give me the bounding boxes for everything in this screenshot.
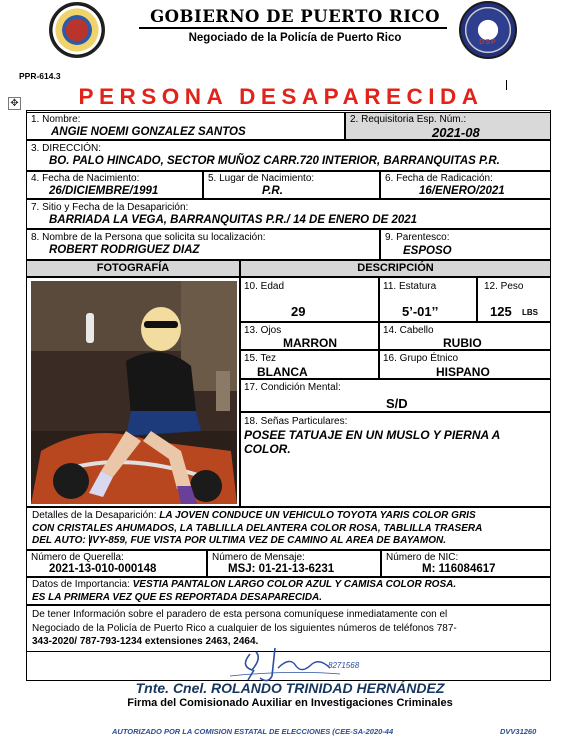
nombre-label: 1. Nombre:	[31, 114, 81, 125]
government-subtitle: Negociado de la Policía de Puerto Rico	[188, 32, 402, 44]
field-senas	[240, 412, 551, 507]
field-requisitoria	[345, 112, 551, 140]
nic-label: Número de NIC:	[386, 552, 459, 563]
mensaje-value: MSJ: 01-21-13-6231	[228, 563, 335, 575]
footer-code: DVV31260	[500, 727, 537, 736]
importancia-line2: ES LA PRIMERA VEZ QUE ES REPORTADA DESAPARECIDA.	[32, 591, 323, 603]
requisitoria-value: 2021-08	[432, 125, 480, 140]
detalles-line2: CON CRISTALES AHUMADOS, LA TABLILLA DELANTERA COLOR ROSA, TABLILLA TRASERA	[32, 522, 483, 534]
importancia-line1: VESTIA PANTALON LARGO COLOR AZUL Y CAMISA COLOR ROSA.	[132, 579, 457, 590]
field-mensaje	[207, 550, 381, 577]
fecha-nacimiento-value: 26/DICIEMBRE/1991	[49, 185, 159, 197]
senas-value: POSEE TATUAJE EN UN MUSLO Y PIERNA A COLOR.	[244, 428, 500, 456]
parentesco-value: ESPOSO	[403, 245, 452, 257]
edad-value: 29	[291, 304, 306, 319]
puerto-rico-seal-icon	[49, 2, 105, 58]
field-direccion	[26, 140, 551, 171]
field-tez	[240, 350, 379, 379]
field-lugar-nacimiento	[203, 171, 380, 199]
signatory-role: Firma del Comisionado Auxiliar en Investigaciones Criminales	[127, 697, 453, 709]
ojos-value: MARRON	[283, 336, 337, 350]
querella-value: 2021-13-010-000148	[49, 563, 157, 575]
grupo-etnico-label: 16. Grupo Étnico	[383, 353, 459, 364]
peso-unit: LBS	[522, 308, 538, 317]
government-title: GOBIERNO DE PUERTO RICO	[150, 7, 440, 26]
solicitante-label: 8. Nombre de la Persona que solicita su localización:	[31, 232, 266, 243]
field-ojos	[240, 322, 379, 350]
table-move-handle-icon[interactable]: ✥	[8, 97, 21, 110]
contacto-text	[32, 608, 548, 649]
estatura-label: 11. Estatura	[383, 281, 437, 292]
field-nombre	[26, 112, 345, 140]
contacto-line3: 343-2020/ 787-793-1234 extensiones 2463, 2464.	[32, 636, 259, 647]
field-edad	[240, 277, 379, 322]
field-fecha-nacimiento	[26, 171, 203, 199]
importancia-text	[32, 579, 548, 604]
nic-value: M: 116084617	[422, 563, 496, 575]
ojos-label: 13. Ojos	[244, 325, 282, 336]
sitio-fecha-value: BARRIADA LA VEGA, BARRANQUITAS P.R./ 14 DE ENERO DE 2021	[49, 214, 418, 226]
page-title: PERSONA DESAPARECIDA	[78, 84, 484, 109]
field-contacto	[26, 605, 551, 652]
contacto-line1: De tener Información sobre el paradero de esta persona comuníquese inmediatamente con el	[32, 609, 448, 620]
grupo-etnico-value: HISPANO	[436, 365, 490, 379]
edad-label: 10. Edad	[244, 281, 285, 292]
lugar-nacimiento-label: 5. Lugar de Nacimiento:	[208, 173, 315, 184]
field-cabello	[379, 322, 551, 350]
requisitoria-label: 2. Requisitoria Esp. Núm.:	[350, 114, 467, 125]
field-grupo-etnico	[379, 350, 551, 379]
parentesco-label: 9. Parentesco:	[385, 232, 450, 243]
peso-label: 12. Peso	[484, 281, 524, 292]
nombre-value: ANGIE NOEMI GONZALEZ SANTOS	[51, 126, 246, 138]
detalles-line3: IVY-859, FUE VISTA POR ULTIMA VEZ DE CAMINO AL AREA DE BAYAMON.	[89, 535, 447, 546]
dsp-seal-text: DSP	[479, 39, 497, 46]
sitio-fecha-label: 7. Sitio y Fecha de la Desaparición:	[31, 202, 189, 213]
fecha-radicacion-value: 16/ENERO/2021	[419, 185, 505, 197]
field-condicion-mental	[240, 379, 551, 412]
detalles-line1: LA JOVEN CONDUCE UN VEHICULO TOYOTA YARIS COLOR GRIS	[159, 510, 476, 521]
field-peso	[477, 277, 551, 322]
importancia-label: Datos de Importancia:	[32, 579, 130, 590]
detalles-label: Detalles de la Desaparición:	[32, 510, 157, 521]
fotografia-header: FOTOGRAFÍA	[26, 260, 240, 277]
peso-value: 125	[490, 304, 512, 319]
detalles-line3-prefix: DEL AUTO:	[32, 535, 86, 546]
field-estatura	[379, 277, 477, 322]
senas-label: 18. Señas Particulares:	[244, 416, 348, 427]
tez-value: BLANCA	[257, 365, 308, 379]
field-nic	[381, 550, 551, 577]
footer-authorization: AUTORIZADO POR LA COMISION ESTATAL DE ELECCIONES (CEE-SA-2020-44	[112, 727, 394, 736]
title-divider	[139, 27, 447, 29]
mensaje-label: Número de Mensaje:	[212, 552, 305, 563]
field-sitio-fecha	[26, 199, 551, 229]
dsp-seal-icon	[459, 1, 517, 59]
fecha-radicacion-label: 6. Fecha de Radicación:	[385, 173, 493, 184]
condicion-mental-label: 17. Condición Mental:	[244, 382, 341, 393]
fecha-nacimiento-label: 4. Fecha de Nacimiento:	[31, 173, 140, 184]
detalles-text	[32, 510, 548, 548]
querella-label: Número de Querella:	[31, 552, 124, 563]
direccion-value: BO. PALO HINCADO, SECTOR MUÑOZ CARR.720 INTERIOR, BARRANQUITAS P.R.	[49, 155, 500, 167]
field-parentesco	[380, 229, 551, 260]
direccion-label: 3. DIRECCIÓN:	[31, 143, 102, 154]
estatura-value: 5’-01’’	[402, 304, 439, 319]
descripcion-header: DESCRIPCIÓN	[240, 260, 551, 277]
signatory-name: Tnte. Cnel. ROLANDO TRINIDAD HERNÁNDEZ	[135, 680, 445, 696]
field-importancia	[26, 577, 551, 605]
field-solicitante	[26, 229, 380, 260]
missing-person-photo	[31, 281, 237, 504]
svg-text:8271568: 8271568	[328, 661, 360, 670]
field-fecha-radicacion	[380, 171, 551, 199]
tez-label: 15. Tez	[244, 353, 277, 364]
field-detalles	[26, 507, 551, 550]
condicion-mental-value: S/D	[386, 396, 408, 411]
cabello-value: RUBIO	[443, 336, 482, 350]
lugar-nacimiento-value: P.R.	[262, 185, 283, 197]
solicitante-value: ROBERT RODRIGUEZ DIAZ	[49, 244, 200, 256]
field-querella	[26, 550, 207, 577]
form-code: PPR-614.3	[19, 71, 61, 81]
cabello-label: 14. Cabello	[383, 325, 434, 336]
contacto-line2: Negociado de la Policía de Puerto Rico a cualquier de los siguientes números de teléfonos 787-	[32, 622, 457, 634]
